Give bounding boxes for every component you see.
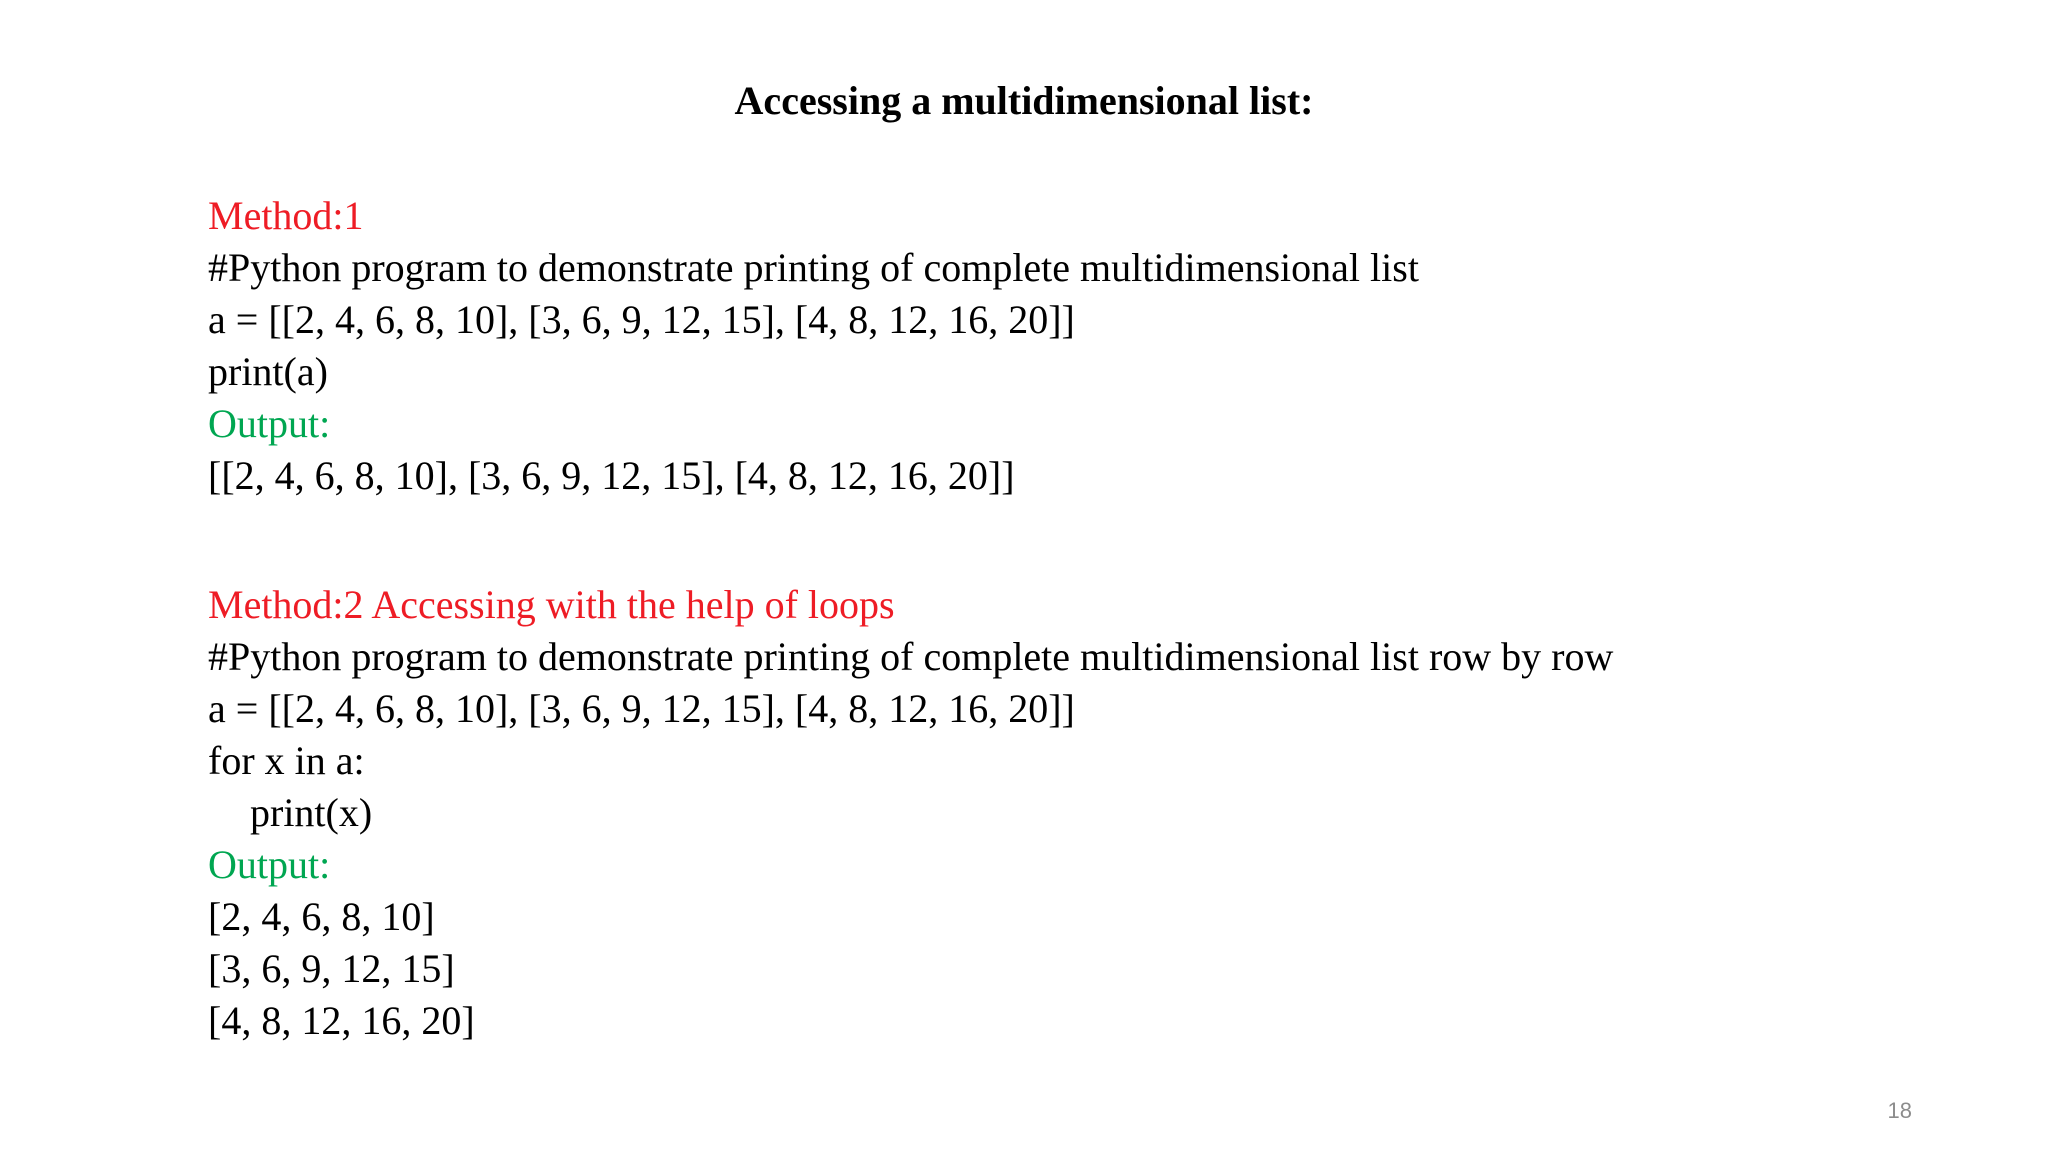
- method2-loop: for x in a:: [208, 738, 365, 783]
- method2-comment: #Python program to demonstrate printing of complete multidimensional list row by row: [208, 634, 1614, 679]
- method2-output-row: [3, 6, 9, 12, 15]: [208, 946, 455, 991]
- method2-output-row: [4, 8, 12, 16, 20]: [208, 998, 475, 1043]
- slide-title: Accessing a multidimensional list:: [734, 78, 1314, 123]
- method1-comment: #Python program to demonstrate printing of complete multidimensional list: [208, 245, 1419, 290]
- slide-content: [208, 190, 1908, 1047]
- page-number: 18: [1887, 1098, 1912, 1123]
- method2-output-row: [2, 4, 6, 8, 10]: [208, 894, 435, 939]
- method2-output-label: Output:: [208, 842, 331, 887]
- method2-print: print(x): [250, 790, 373, 835]
- method1-heading: Method:1: [208, 193, 364, 238]
- method1-print: print(a): [208, 349, 328, 394]
- method1-output-label: Output:: [208, 401, 331, 446]
- section-spacer: [208, 502, 1908, 579]
- method2-assign: a = [[2, 4, 6, 8, 10], [3, 6, 9, 12, 15], [4, 8, 12, 16, 20]]: [208, 686, 1075, 731]
- method1-output: [[2, 4, 6, 8, 10], [3, 6, 9, 12, 15], [4, 8, 12, 16, 20]]: [208, 453, 1015, 498]
- method2-heading: Method:2 Accessing with the help of loops: [208, 582, 895, 627]
- method1-assign: a = [[2, 4, 6, 8, 10], [3, 6, 9, 12, 15], [4, 8, 12, 16, 20]]: [208, 297, 1075, 342]
